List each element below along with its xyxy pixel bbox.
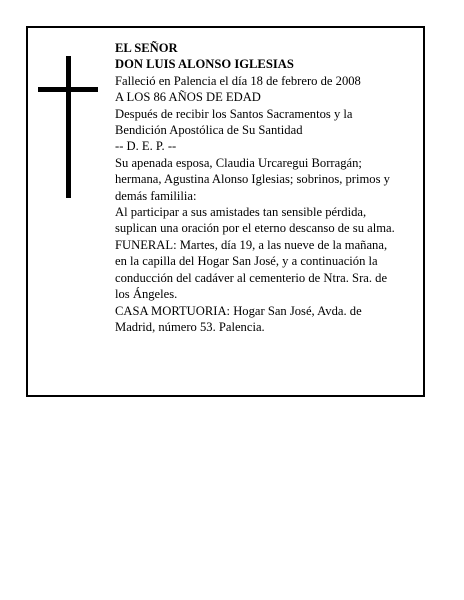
mortuary-line-1: CASA MORTUORIA: Hogar San José, Avda. de [115, 303, 362, 318]
mortuary-line-2: Madrid, número 53. Palencia. [115, 319, 265, 334]
rip-line: -- D. E. P. -- [115, 139, 177, 154]
family-line-1: Su apenada esposa, Claudia Urcaregui Borragán; [115, 155, 362, 170]
sacraments-line: Después de recibir los Santos Sacramentos y la [115, 106, 353, 121]
obituary-title: EL SEÑOR [115, 41, 178, 55]
funeral-line-3: conducción del cadáver al cementerio de Ntra. Sra. de [115, 270, 388, 285]
obituary-text [115, 40, 421, 335]
family-line-3: demás famililia: [115, 188, 197, 203]
request-line-2: suplican una oración por el eterno descanso de su alma. [115, 221, 395, 236]
death-date-line: Falleció en Palencia el día 18 de febrero de 2008 [115, 73, 361, 88]
obituary-notice [26, 26, 425, 397]
benediction-line: Bendición Apostólica de Su Santidad [115, 123, 303, 138]
family-line-2: hermana, Agustina Alonso Iglesias; sobrinos, primos y [115, 172, 390, 187]
cross-horizontal-bar [38, 87, 98, 92]
request-line-1: Al participar a sus amistades tan sensible pérdida, [115, 205, 367, 220]
funeral-line-4: los Ángeles. [115, 287, 178, 302]
funeral-line-1: FUNERAL: Martes, día 19, a las nueve de la mañana, [115, 237, 388, 252]
funeral-line-2: en la capilla del Hogar San José, y a continuación la [115, 254, 378, 269]
deceased-name: DON LUIS ALONSO IGLESIAS [115, 57, 294, 72]
age-line: A LOS 86 AÑOS DE EDAD [115, 90, 261, 105]
cross-vertical-bar [66, 56, 71, 198]
